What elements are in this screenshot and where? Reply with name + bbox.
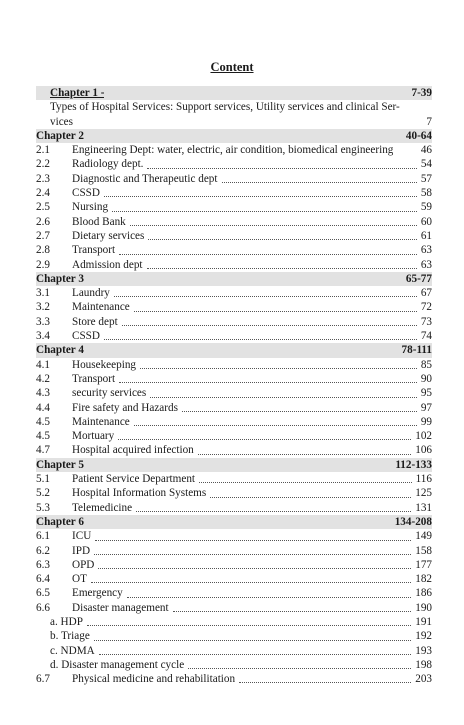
entry-page: 116	[415, 473, 432, 486]
toc-entry[interactable]	[36, 143, 432, 157]
entry-page: 186	[415, 587, 432, 600]
entry-label: c. NDMA	[50, 644, 95, 657]
dot-leader	[95, 540, 411, 541]
entry-label: Disaster management	[72, 601, 169, 614]
toc-entry[interactable]	[36, 358, 432, 372]
toc-entry[interactable]	[36, 672, 432, 686]
entry-label: CSSD	[72, 330, 100, 343]
entry-label: b. Triage	[50, 630, 90, 643]
entry-label: Transport	[72, 372, 116, 385]
entry-page: 63	[420, 244, 432, 257]
entry-label: Maintenance	[72, 301, 130, 314]
entry-page: 85	[420, 358, 432, 371]
chapter-entries	[36, 529, 432, 686]
toc-entry[interactable]	[36, 300, 432, 314]
chapter-entries	[36, 286, 432, 343]
entry-label: Blood Bank	[72, 215, 126, 228]
chapter-pages: 65-77	[405, 272, 432, 285]
dot-leader	[104, 196, 417, 197]
chapter-pages: 78-111	[401, 344, 432, 357]
entry-page: 131	[415, 501, 432, 514]
entry-label: Engineering Dept: water, electric, air condition, biomedical engineering	[72, 144, 394, 157]
toc-entry[interactable]	[36, 401, 432, 415]
entry-page: 198	[415, 658, 432, 671]
toc-entry[interactable]	[36, 229, 432, 243]
toc-entry[interactable]	[36, 586, 432, 600]
entry-label: Laundry	[72, 287, 110, 300]
chapter-pages: 40-64	[405, 129, 432, 142]
entry-page: 125	[415, 487, 432, 500]
toc-entry[interactable]	[36, 258, 432, 272]
entry-number: 4.5	[36, 430, 50, 443]
dot-leader	[134, 311, 417, 312]
toc-entry[interactable]	[36, 315, 432, 329]
chapter-pages: 7-39	[411, 87, 432, 99]
entry-page: 73	[420, 315, 432, 328]
dot-leader	[112, 211, 417, 212]
entry-number: 6.6	[36, 601, 50, 614]
entry-number: 6.4	[36, 573, 50, 586]
entry-page: 95	[420, 387, 432, 400]
dot-leader	[198, 454, 411, 455]
entry-page: 74	[420, 330, 432, 343]
entry-label: Telemedicine	[72, 501, 133, 514]
entry-label: Maintenance	[72, 415, 130, 428]
entry-label: security services	[72, 387, 147, 400]
toc-entry[interactable]	[36, 501, 432, 515]
entry-label: Transport	[72, 244, 116, 257]
entry-label: IPD	[72, 544, 91, 557]
chapter-label: Chapter 2	[36, 129, 84, 142]
chapter-description-continued	[36, 115, 432, 129]
entry-label: Housekeeping	[72, 358, 137, 371]
entry-page: 192	[415, 630, 432, 643]
entry-page: 158	[415, 544, 432, 557]
chapter-row[interactable]	[36, 129, 432, 143]
dot-leader	[239, 682, 411, 683]
dot-leader	[119, 254, 417, 255]
toc-entry[interactable]	[36, 572, 432, 586]
dot-leader	[127, 597, 411, 598]
entry-page: 7	[426, 115, 432, 128]
entry-number: 3.1	[36, 287, 50, 300]
entry-label: Emergency	[72, 587, 123, 600]
toc-entry[interactable]	[36, 472, 432, 486]
dot-leader	[140, 368, 417, 369]
entry-page: 99	[420, 415, 432, 428]
entry-number: 5.1	[36, 473, 50, 486]
chapter-description-line: vices	[50, 115, 73, 128]
entry-label: Dietary services	[72, 229, 145, 242]
toc-entry[interactable]	[36, 172, 432, 186]
dot-leader	[98, 568, 411, 569]
toc-entry[interactable]	[36, 157, 432, 171]
entry-label: OPD	[72, 558, 95, 571]
toc-entry[interactable]	[36, 215, 432, 229]
dot-leader	[122, 325, 417, 326]
entry-number: 2.2	[36, 158, 50, 171]
toc-entry[interactable]	[36, 415, 432, 429]
entry-number: 4.2	[36, 372, 50, 385]
chapter-row[interactable]	[36, 272, 432, 286]
dot-leader	[119, 382, 417, 383]
entry-page: 58	[420, 187, 432, 200]
entry-number: 2.6	[36, 215, 50, 228]
entry-number: 6.7	[36, 673, 50, 686]
entry-page: 72	[420, 301, 432, 314]
chapter-pages: 112-133	[395, 458, 432, 471]
entry-label: Admission dept	[72, 258, 143, 271]
entry-number: 3.4	[36, 330, 50, 343]
entry-label: a. HDP	[50, 615, 83, 628]
entry-number: 4.4	[36, 401, 50, 414]
chapter-description	[36, 100, 432, 114]
dot-leader	[182, 411, 417, 412]
chapter-entries	[36, 358, 432, 458]
entry-label: Fire safety and Hazards	[72, 401, 178, 414]
entry-label: Physical medicine and rehabilitation	[72, 673, 236, 686]
chapter-description-line: Types of Hospital Services: Support services, Utility services and clinical Ser-	[50, 101, 400, 114]
toc-entry[interactable]	[36, 658, 432, 672]
dot-leader	[222, 182, 417, 183]
dot-leader	[130, 225, 417, 226]
chapter-entries	[36, 472, 432, 515]
entry-page: 60	[420, 215, 432, 228]
toc-entry[interactable]	[36, 386, 432, 400]
chapter-label: Chapter 6	[36, 515, 84, 528]
dot-leader	[87, 625, 411, 626]
entry-number: 3.2	[36, 301, 50, 314]
toc-entry[interactable]	[36, 286, 432, 300]
entry-label: Hospital Information Systems	[72, 487, 207, 500]
entry-label: Mortuary	[72, 430, 115, 443]
entry-page: 177	[415, 558, 432, 571]
entry-number: 3.3	[36, 315, 50, 328]
chapter-row[interactable]	[36, 515, 432, 529]
entry-number: 6.2	[36, 544, 50, 557]
entry-page: 61	[420, 229, 432, 242]
dot-leader	[136, 511, 411, 512]
entry-number: 6.1	[36, 530, 50, 543]
chapter-label: Chapter 4	[36, 344, 84, 357]
dot-leader	[147, 268, 417, 269]
dot-leader	[134, 425, 417, 426]
entry-number: 2.4	[36, 187, 50, 200]
entry-page: 193	[415, 644, 432, 657]
entry-label: Patient Service Department	[72, 473, 196, 486]
entry-number: 2.8	[36, 244, 50, 257]
entry-label: Store dept	[72, 315, 118, 328]
entry-page: 106	[415, 444, 432, 457]
toc-entry[interactable]	[36, 186, 432, 200]
dot-leader	[91, 582, 411, 583]
toc-entry[interactable]	[36, 200, 432, 214]
table-of-contents	[36, 86, 432, 686]
dot-leader	[118, 439, 411, 440]
dot-leader	[188, 668, 411, 669]
entry-number: 5.3	[36, 501, 50, 514]
chapter-pages: 134-208	[394, 515, 432, 528]
chapter-entries	[36, 143, 432, 272]
entry-page: 67	[420, 287, 432, 300]
entry-page: 191	[415, 615, 432, 628]
toc-entry[interactable]	[36, 443, 432, 457]
entry-page: 46	[420, 144, 432, 157]
chapter-label: Chapter 5	[36, 458, 84, 471]
entry-number: 2.9	[36, 258, 50, 271]
dot-leader	[94, 554, 411, 555]
entry-label: ICU	[72, 530, 92, 543]
entry-page: 57	[420, 172, 432, 185]
entry-number: 2.5	[36, 201, 50, 214]
dot-leader	[150, 397, 417, 398]
toc-entry[interactable]	[36, 644, 432, 658]
dot-leader	[148, 239, 416, 240]
entry-page: 90	[420, 372, 432, 385]
dot-leader	[114, 296, 417, 297]
toc-entry[interactable]	[36, 529, 432, 543]
chapter-row[interactable]	[36, 86, 432, 100]
entry-number: 4.1	[36, 358, 50, 371]
dot-leader	[210, 497, 411, 498]
entry-page: 190	[415, 601, 432, 614]
entry-number: 6.3	[36, 558, 50, 571]
entry-page: 54	[420, 158, 432, 171]
toc-entry[interactable]	[36, 243, 432, 257]
toc-entry[interactable]	[36, 329, 432, 343]
chapter-row[interactable]	[36, 343, 432, 357]
entry-number: 5.2	[36, 487, 50, 500]
dot-leader	[104, 339, 417, 340]
entry-page: 182	[415, 573, 432, 586]
toc-entry[interactable]	[36, 429, 432, 443]
dot-leader	[94, 640, 411, 641]
entry-number: 4.3	[36, 387, 50, 400]
entry-page: 59	[420, 201, 432, 214]
toc-entry[interactable]	[36, 558, 432, 572]
dot-leader	[147, 168, 416, 169]
entry-number: 4.5	[36, 415, 50, 428]
entry-page: 102	[415, 430, 432, 443]
entry-number: 2.3	[36, 172, 50, 185]
toc-entry[interactable]	[36, 372, 432, 386]
entry-label: Hospital acquired infection	[72, 444, 194, 457]
toc-entry[interactable]	[36, 629, 432, 643]
dot-leader	[199, 482, 412, 483]
entry-label: OT	[72, 573, 87, 586]
entry-number: 2.7	[36, 229, 50, 242]
entry-label: d. Disaster management cycle	[50, 658, 185, 671]
dot-leader	[173, 611, 412, 612]
page-title: Content	[210, 60, 254, 74]
entry-page: 63	[420, 258, 432, 271]
entry-label: CSSD	[72, 187, 100, 200]
entry-label: Nursing	[72, 201, 109, 214]
toc-entry[interactable]	[36, 601, 432, 615]
entry-page: 97	[420, 401, 432, 414]
entry-number: 4.7	[36, 444, 50, 457]
chapter-row[interactable]	[36, 458, 432, 472]
chapter-label: Chapter 1 -	[50, 87, 105, 99]
toc-entry[interactable]	[36, 615, 432, 629]
entry-label: Radiology dept.	[72, 158, 144, 171]
entry-number: 2.1	[36, 144, 50, 157]
entry-page: 149	[415, 530, 432, 543]
dot-leader	[99, 654, 411, 655]
chapter-label: Chapter 3	[36, 272, 84, 285]
toc-entry[interactable]	[36, 544, 432, 558]
entry-page: 203	[415, 673, 432, 686]
entry-number: 6.5	[36, 587, 50, 600]
toc-entry[interactable]	[36, 486, 432, 500]
entry-label: Diagnostic and Therapeutic dept	[72, 172, 218, 185]
